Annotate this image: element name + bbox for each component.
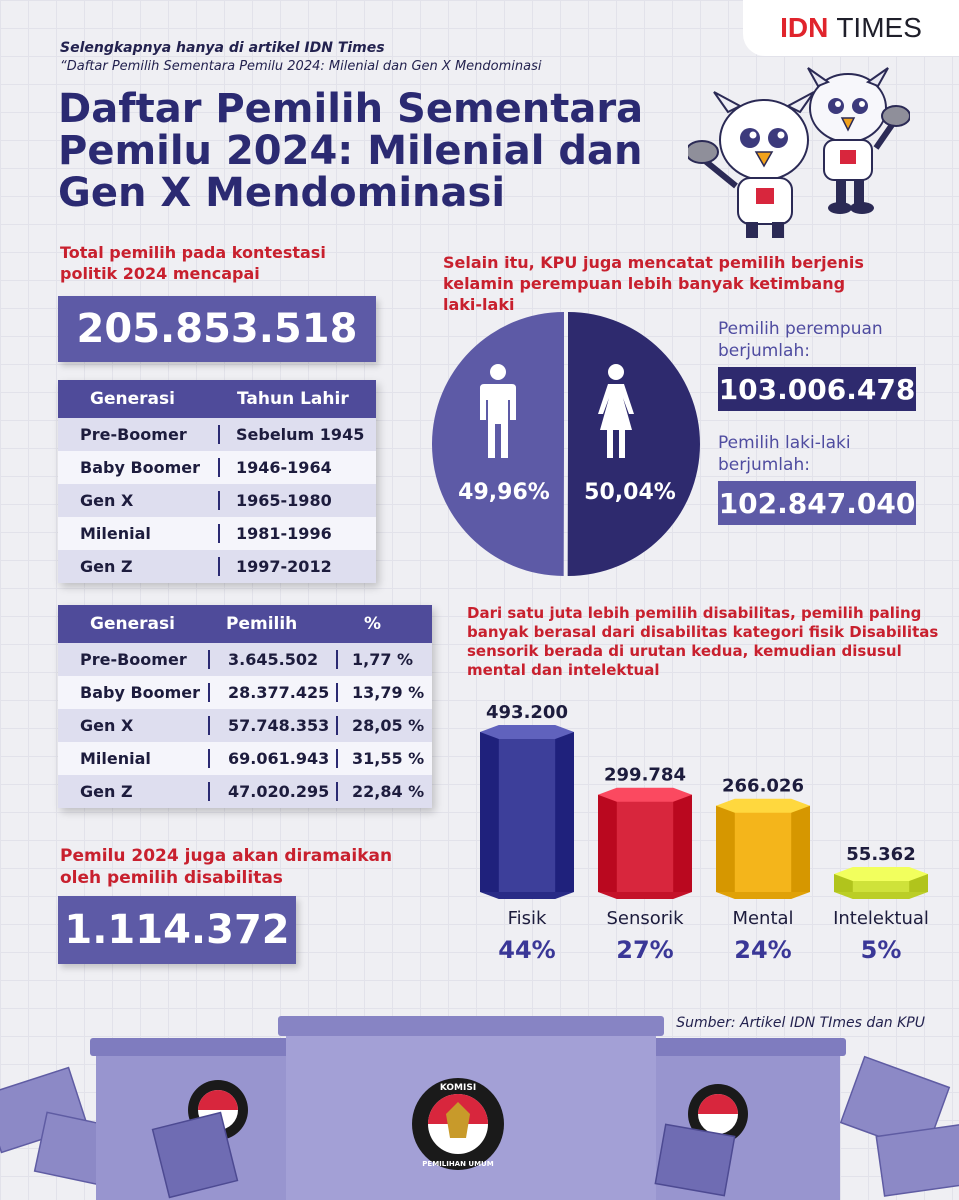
female-count-value: 103.006.478 [718,367,916,411]
bar-percent-label: 24% [734,936,792,964]
bar-cap [834,867,928,881]
birth-table-body [58,418,376,583]
bar-facet-right [673,795,692,892]
table-row: Baby Boomer 1946-1964 [58,451,376,484]
mascot-illustration [688,62,910,238]
female-count-label: Pemilih perempuan berjumlah: [718,319,883,361]
disability-caption: Dari satu juta lebih pemilih disabilitas, pemilih paling banyak berasal dari disabilitas kategori fisik Disabilitas sensorik berada di urutan kedua, kemudian disusul mental dan intelektual [467,604,939,679]
disability-total-value: 1.114.372 [58,896,296,964]
brand-times: TIMES [836,12,922,43]
voter-table-header [58,605,432,643]
voters-by-generation-table [58,605,432,808]
kicker-line1: Selengkapnya hanya di artikel IDN Times [60,40,385,56]
bar-fisik [480,725,574,899]
bar-cap [598,788,692,802]
table-row: Gen X 57.748.353 28,05 % [58,709,432,742]
birth-header-tahun: Tahun Lahir [237,389,349,409]
bar-base [834,892,928,899]
birth-year-table [58,380,376,583]
kpu-emblem-icon [412,1078,504,1170]
bar-value-label: 493.200 [486,702,568,723]
bar-cap [480,725,574,739]
disability-bar-chart [462,696,952,972]
gender-caption: Selain itu, KPU juga mencatat pemilih berjenis kelamin perempuan lebih banyak ketimbang laki-laki [443,253,864,314]
total-voters-value: 205.853.518 [58,296,376,362]
bar-facet-left [598,795,617,892]
brand-idn: IDN [780,12,829,43]
birth-header-generasi: Generasi [90,389,175,409]
bar-facet-right [791,806,810,892]
title-line2: Pemilu 2024: Milenial dan [58,128,643,174]
disability-total-caption: Pemilu 2024 juga akan diramaikan oleh pemilih disabilitas [60,846,393,888]
gender-pie-chart [432,306,704,582]
bar-facet-right [555,732,574,892]
bar-base [598,892,692,899]
male-percent-label: 49,96% [458,480,550,505]
bar-value-label: 55.362 [846,844,916,866]
bar-value-label: 299.784 [604,764,686,786]
female-percent-label: 50,04% [584,480,676,505]
bar-base [480,892,574,899]
bar-facet-left [716,806,735,892]
voter-table-body [58,643,432,808]
table-row: Pre-Boomer Sebelum 1945 [58,418,376,451]
title-line3: Gen X Mendominasi [58,170,506,216]
birth-table-header [58,380,376,418]
male-count-label: Pemilih laki-laki berjumlah: [718,433,851,475]
bar-category-label: Sensorik [606,908,684,929]
bar-sensorik [598,788,692,899]
table-row: Milenial 1981-1996 [58,517,376,550]
pie-slice-female [568,312,700,576]
ballot-boxes-illustration [0,1010,959,1200]
table-row: Baby Boomer 28.377.425 13,79 % [58,676,432,709]
bar-base [716,892,810,899]
pie-slice-male [432,312,564,576]
bar-facet-left [480,732,499,892]
bar-value-label: 266.026 [722,775,804,797]
bar-category-label: Mental [732,908,794,929]
voter-header-pemilih: Pemilih [226,614,298,634]
bar-category-label: Intelektual [833,908,929,929]
total-caption: Total pemilih pada kontestasi politik 2024 mencapai [60,243,326,283]
voter-header-percent: % [364,614,382,634]
source-note: Sumber: Artikel IDN TImes dan KPU [676,1015,925,1031]
table-row: Pre-Boomer 3.645.502 1,77 % [58,643,432,676]
table-row: Gen X 1965-1980 [58,484,376,517]
voter-header-generasi: Generasi [90,614,175,634]
kpu-ring-bottom: PEMILIHAN UMUM [422,1160,494,1168]
bar-percent-label: 27% [616,936,674,964]
bar-mental [716,799,810,899]
bar-category-label: Fisik [507,908,547,929]
male-count-value: 102.847.040 [718,481,916,525]
bar-intelektual [834,867,928,899]
kicker-line2: “Daftar Pemilih Sementara Pemilu 2024: Milenial dan Gen X Mendominasi [60,59,542,74]
table-row: Gen Z 1997-2012 [58,550,376,583]
kpu-ring-top: KOMISI [439,1083,477,1093]
brand-logo [743,0,959,56]
page-title [58,88,698,214]
bar-percent-label: 5% [860,936,902,964]
bar-percent-label: 44% [498,936,556,964]
table-row: Gen Z 47.020.295 22,84 % [58,775,432,808]
title-line1: Daftar Pemilih Sementara [58,86,644,132]
bar-cap [716,799,810,813]
table-row: Milenial 69.061.943 31,55 % [58,742,432,775]
